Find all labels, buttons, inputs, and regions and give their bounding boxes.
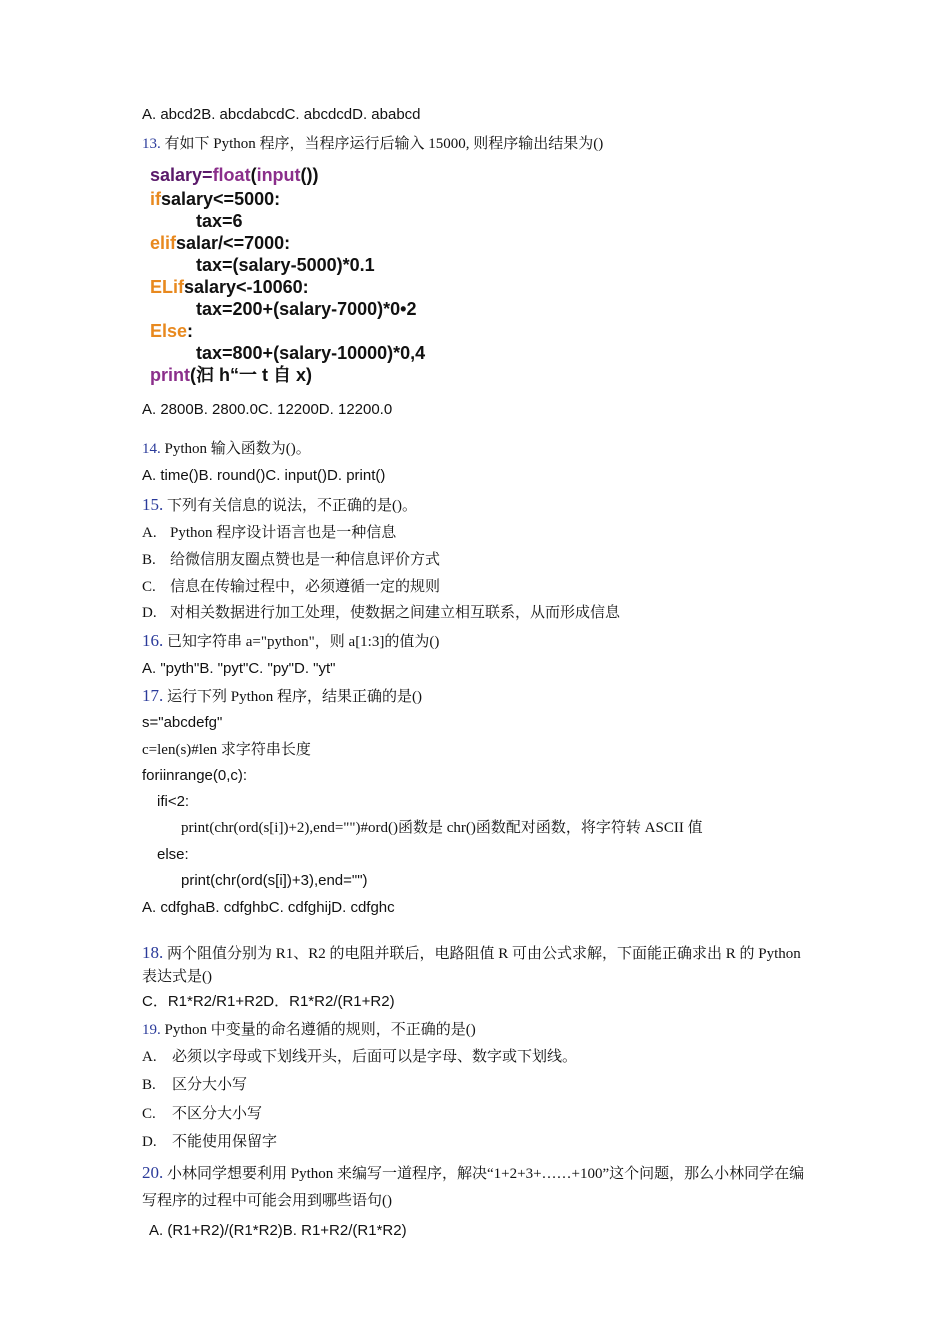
- question-16: [142, 631, 439, 652]
- q17-code-line: ifi<2:: [157, 793, 190, 810]
- q18-options-cd: C．R1*R2/R1+R2D．R1*R2/(R1+R2): [142, 993, 395, 1010]
- question-number: 19.: [142, 1022, 161, 1038]
- code-line: tax=800+(salary-10000)*0,4: [196, 343, 426, 363]
- code-token: float: [212, 165, 251, 185]
- option-letter: C.: [142, 1106, 156, 1122]
- question-text: 已知字符串 a="python"，则 a[1:3]的值为(): [163, 634, 440, 650]
- code-token: salar/<=7000:: [176, 233, 291, 253]
- code-keyword: elif: [150, 233, 177, 253]
- question-17: [142, 686, 422, 707]
- question-14: [142, 439, 311, 459]
- q15-option-b: [142, 550, 440, 570]
- q15-option-d: [142, 603, 620, 623]
- q19-option-d: [142, 1132, 277, 1152]
- q15-option-c: [142, 577, 440, 597]
- q19-option-b: [142, 1075, 247, 1095]
- code-line: [150, 232, 290, 254]
- question-number: 15.: [142, 495, 164, 514]
- question-20: [142, 1159, 807, 1215]
- question-text: Python 输入函数为()。: [160, 441, 311, 457]
- code-token: :: [187, 321, 194, 341]
- code-token: salary<-10060:: [184, 277, 309, 297]
- question-18: [142, 941, 807, 989]
- code-line: [150, 320, 193, 342]
- option-text: 不能使用保留字: [172, 1134, 278, 1150]
- q17-code-line: print(chr(ord(s[i])+3),end=""): [181, 872, 368, 889]
- question-text: 运行下列 Python 程序，结果正确的是(): [163, 689, 423, 705]
- q13-options: A. 2800B. 2800.0C. 12200D. 12200.0: [142, 401, 393, 418]
- question-text: 有如下 Python 程序，当程序运行后输入 15000, 则程序输出结果为(): [160, 136, 604, 152]
- q12-options: A. abcd2B. abcdabcdC. abcdcdD. ababcd: [142, 106, 421, 123]
- question-text: 两个阻值分别为 R1、R2 的电阻并联后，电路阻值 R 可由公式求解，下面能正确求出 R 的 Python 表达式是(): [142, 946, 801, 985]
- option-letter: C.: [142, 579, 156, 595]
- option-text: 必须以字母或下划线开头，后面可以是字母、数字或下划线。: [172, 1049, 578, 1065]
- option-letter: D.: [142, 1134, 157, 1150]
- question-number: 20.: [142, 1163, 164, 1182]
- q17-options: A. cdfghaB. cdfghbC. cdfghijD. cdfghc: [142, 899, 395, 916]
- code-token: input: [256, 165, 301, 185]
- code-keyword: ELif: [150, 277, 184, 297]
- q18-options-ab: A. (R1+R2)/(R1*R2)B. R1+R2/(R1*R2): [149, 1222, 407, 1239]
- option-letter: A.: [142, 1049, 157, 1065]
- question-15: [142, 495, 417, 516]
- option-text: Python 程序设计语言也是一种信息: [170, 525, 397, 541]
- question-number: 14.: [142, 441, 161, 457]
- option-text: 不区分大小写: [172, 1106, 263, 1122]
- q19-option-a: [142, 1047, 577, 1067]
- code-token: ()): [300, 165, 319, 185]
- question-text: 下列有关信息的说法，不正确的是()。: [163, 498, 417, 514]
- code-token: (汩 h“一 t 自 x): [190, 365, 312, 385]
- option-letter: B.: [142, 1077, 156, 1093]
- code-token: (: [250, 165, 257, 185]
- question-19: [142, 1020, 476, 1040]
- code-keyword: print: [150, 365, 190, 385]
- option-text: 给微信朋友圈点赞也是一种信息评价方式: [170, 552, 441, 568]
- code-token: salary<=5000:: [161, 189, 281, 209]
- code-token: salary=: [150, 165, 213, 185]
- question-number: 16.: [142, 631, 164, 650]
- question-text: Python 中变量的命名遵循的规则，不正确的是(): [160, 1022, 476, 1038]
- option-text: 信息在传输过程中，必须遵循一定的规则: [170, 579, 441, 595]
- option-text: 对相关数据进行加工处理，使数据之间建立相互联系，从而形成信息: [170, 605, 621, 621]
- code-line: [150, 364, 312, 386]
- q17-code-line: s="abcdefg": [142, 714, 223, 731]
- question-number: 13.: [142, 136, 161, 152]
- q14-options: A. time()B. round()C. input()D. print(): [142, 467, 386, 484]
- q17-code-line: else:: [157, 846, 189, 863]
- q17-code-line: foriinrange(0,c):: [142, 767, 248, 784]
- q16-options: A. "pyth"B. "pyt"C. "py"D. "yt": [142, 660, 336, 677]
- question-text: 小林同学想要利用 Python 来编写一道程序，解决“1+2+3+……+100”这个问题，那么小林同学在编写程序的过程中可能会用到哪些语句(): [142, 1166, 805, 1209]
- code-line: tax=6: [196, 211, 243, 231]
- option-letter: B.: [142, 552, 156, 568]
- q15-option-a: [142, 523, 396, 543]
- question-13: [142, 134, 603, 154]
- code-line: [150, 276, 309, 298]
- question-number: 18.: [142, 943, 164, 962]
- q17-code-line: print(chr(ord(s[i])+2),end="")#ord()函数是 chr()函数配对函数，将字符转 ASCII 值: [181, 820, 703, 836]
- code-line: tax=200+(salary-7000)*0•2: [196, 299, 417, 319]
- code-line: [150, 188, 280, 210]
- question-number: 17.: [142, 686, 164, 705]
- code-keyword: if: [150, 189, 161, 209]
- code-line: tax=(salary-5000)*0.1: [196, 255, 375, 275]
- option-letter: D.: [142, 605, 157, 621]
- code-line: [150, 164, 319, 186]
- option-text: 区分大小写: [172, 1077, 248, 1093]
- option-letter: A.: [142, 525, 157, 541]
- q19-option-c: [142, 1104, 262, 1124]
- code-keyword: Else: [150, 321, 188, 341]
- q17-code-line: c=len(s)#len 求字符串长度: [142, 742, 311, 758]
